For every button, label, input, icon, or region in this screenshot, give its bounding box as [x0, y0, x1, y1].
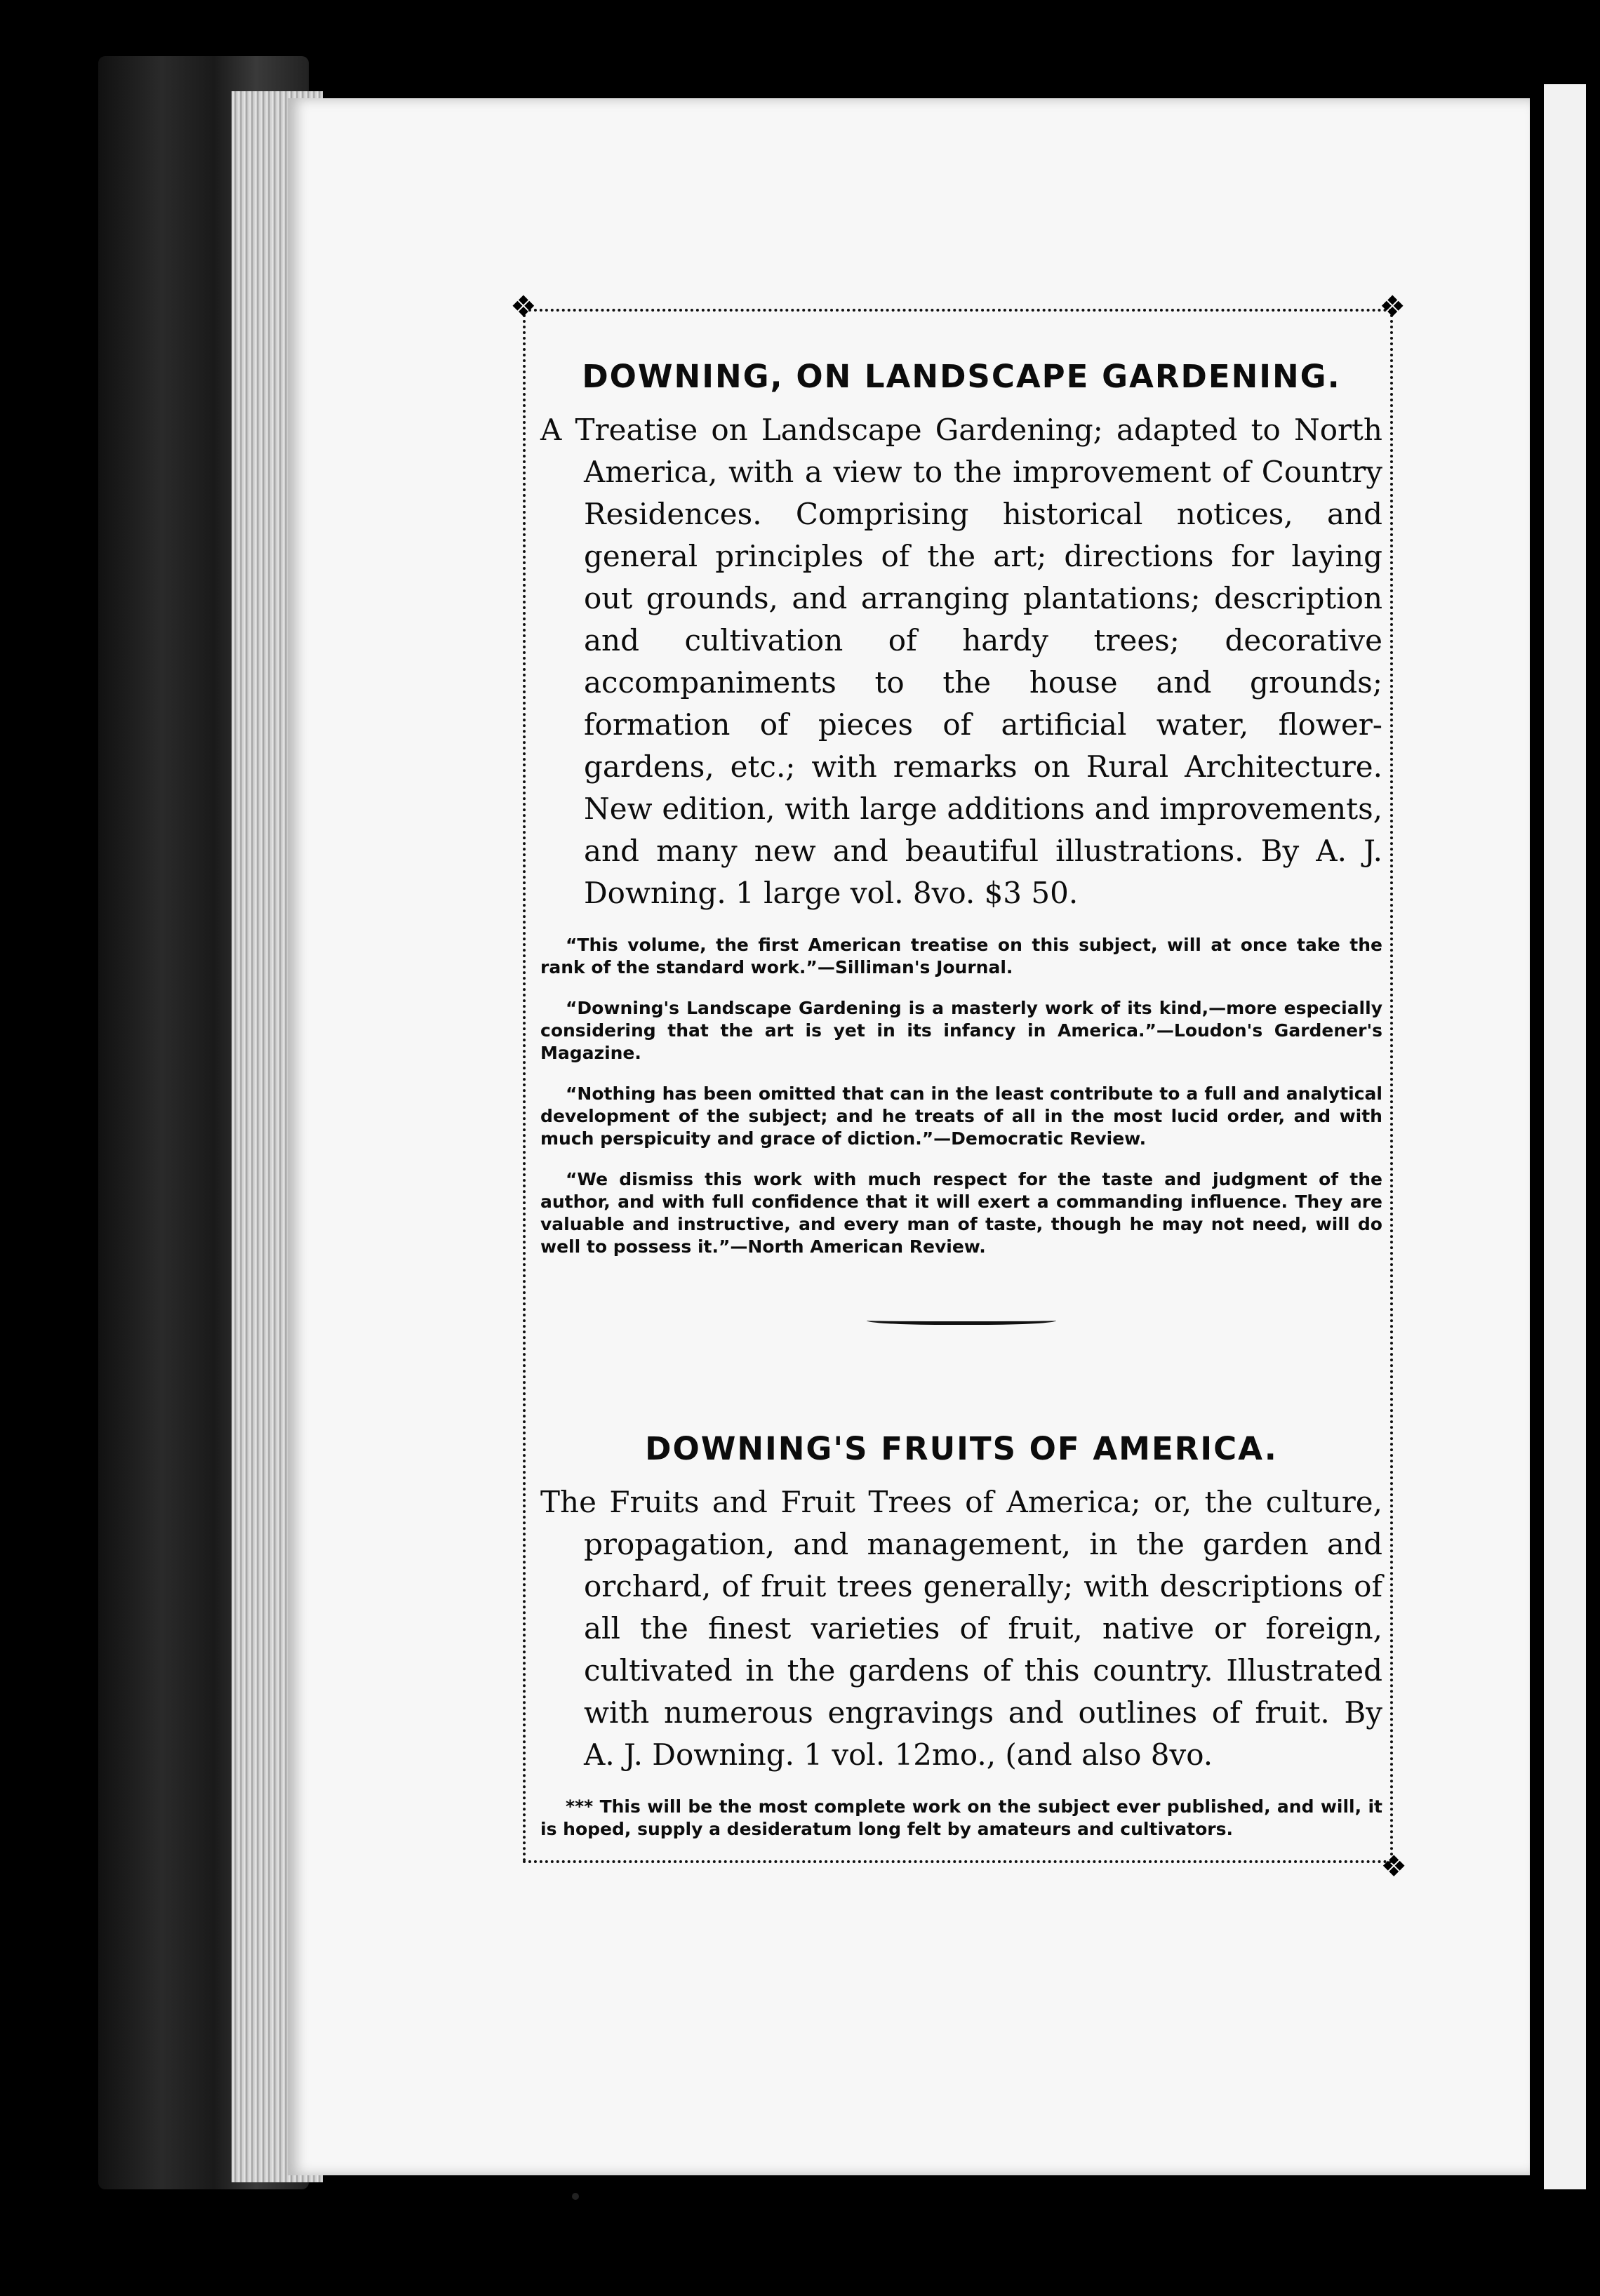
review-quote: “We dismiss this work with much respect for the taste and judgment of the author, and with full confidence that it will exert a commanding influence. They are valuable and instructive, and every man of taste, though he may not need, will do well to possess it.”—North American Review. — [540, 1169, 1382, 1257]
section-divider — [867, 1314, 1056, 1325]
review-quote: “Downing's Landscape Gardening is a masterly work of its kind,—more especially considering that the art is yet in its infancy in America.”—Loudon's Gardener's Magazine. — [540, 998, 1382, 1063]
facing-page-edge — [1544, 84, 1586, 2189]
section-title: DOWNING'S FRUITS OF AMERICA. — [645, 1430, 1278, 1467]
corner-ornament-icon: ❖ — [510, 289, 537, 323]
footnote: *** This will be the most complete work on the subject ever published, and will, it is hoped, supply a desideratum long felt by amateurs and cultivators. — [540, 1796, 1382, 1839]
advertisement-content — [540, 358, 1382, 1858]
review-quote: “This volume, the first American treatise on this subject, will at once take the rank of the standard work.”—Silliman's Journal. — [540, 935, 1382, 977]
review-quotes — [540, 934, 1382, 1258]
book-description: The Fruits and Fruit Trees of America; or, the culture, propagation, and management, in the garden and orchard, of fruit trees generally; with descriptions of all the finest varieties of fruit, native or foreign, cultivated in the gardens of this country. Illustrated with numerous engravings and outlines of fruit. By A. J. Downing. 1 vol. 12mo., (and also 8vo. — [540, 1485, 1382, 1772]
book-description: A Treatise on Landscape Gardening; adapted to North America, with a view to the improvement of Country Residences. Comprising historical notices, and general principles of the art; directions for laying out grounds, and arranging plantations; description and cultivation of hardy trees; decorative accompaniments to the house and grounds; formation of pieces of artificial water, flower-gardens, etc.; with remarks on Rural Architecture. New edition, with large additions and improvements, and many new and beautiful illustrations. By A. J. Downing. 1 large vol. 8vo. $3 50. — [540, 413, 1382, 910]
section-title: DOWNING, ON LANDSCAPE GARDENING. — [582, 358, 1341, 395]
ink-speck — [572, 2193, 579, 2200]
review-quote: “Nothing has been omitted that can in the least contribute to a full and analytical development of the subject; and he treats of all in the most lucid order, and with much perspicuity and grace of diction.”—Democratic Review. — [540, 1083, 1382, 1149]
corner-ornament-icon: ❖ — [1380, 1849, 1407, 1883]
corner-ornament-icon: ❖ — [1379, 289, 1406, 323]
